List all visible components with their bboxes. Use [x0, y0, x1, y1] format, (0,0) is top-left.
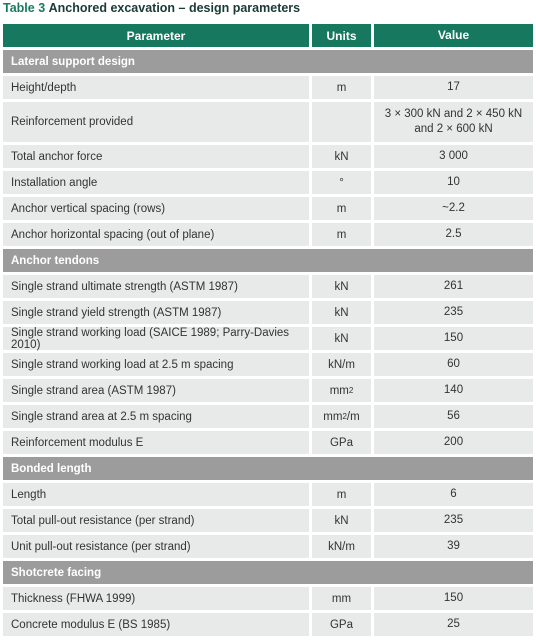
table-row	[3, 145, 533, 168]
table-row	[3, 171, 533, 194]
parameter-cell: Height/depth	[3, 76, 309, 99]
unit-cell	[312, 509, 371, 532]
unit-suffix: /m	[346, 410, 360, 423]
value-cell: 60	[374, 353, 533, 376]
parameter-cell: Unit pull-out resistance (per strand)	[3, 535, 309, 558]
parameter-cell: Thickness (FHWA 1999)	[3, 587, 309, 610]
unit-cell	[312, 197, 371, 220]
unit-cell	[312, 145, 371, 168]
table-caption-text: Anchored excavation – design parameters	[48, 1, 301, 15]
table-row	[3, 223, 533, 246]
section-title: Shotcrete facing	[11, 566, 102, 579]
unit-text: m	[336, 228, 347, 241]
value-cell: 235	[374, 509, 533, 532]
value-cell: 25	[374, 613, 533, 636]
table-row	[3, 102, 533, 142]
parameter-cell: Total anchor force	[3, 145, 309, 168]
parameter-cell: Single strand working load at 2.5 m spacing	[3, 353, 309, 376]
table-row	[3, 353, 533, 376]
unit-text: kN	[334, 514, 349, 527]
unit-cell	[312, 535, 371, 558]
unit-cell	[312, 327, 371, 350]
parameter-cell: Length	[3, 483, 309, 506]
unit-text: mm	[329, 384, 349, 397]
value-cell: 10	[374, 171, 533, 194]
value-cell: 261	[374, 275, 533, 298]
unit-text: kN	[334, 150, 349, 163]
unit-text: m	[336, 81, 347, 94]
section-row	[3, 561, 533, 584]
parameter-cell: Single strand yield strength (ASTM 1987)	[3, 301, 309, 324]
table-row	[3, 587, 533, 610]
table-row	[3, 197, 533, 220]
header-units: Units	[312, 24, 371, 47]
unit-text: kN/m	[328, 540, 355, 553]
table-row	[3, 509, 533, 532]
value-cell: 235	[374, 301, 533, 324]
table-row	[3, 431, 533, 454]
table-row	[3, 379, 533, 402]
value-cell: 150	[374, 327, 533, 350]
value-cell: 39	[374, 535, 533, 558]
header-value: Value	[374, 24, 533, 47]
unit-text: kN/m	[328, 358, 355, 371]
value-line: 3 × 300 kN and 2 × 450 kN	[384, 108, 523, 120]
header-parameter: Parameter	[3, 24, 309, 47]
unit-text: GPa	[329, 618, 353, 631]
unit-text: m	[336, 202, 347, 215]
unit-cell	[312, 223, 371, 246]
value-cell: 200	[374, 431, 533, 454]
unit-cell	[312, 76, 371, 99]
parameter-cell: Installation angle	[3, 171, 309, 194]
value-cell: ~2.2	[374, 197, 533, 220]
parameter-cell: Single strand ultimate strength (ASTM 1987)	[3, 275, 309, 298]
table-row	[3, 535, 533, 558]
value-cell	[374, 102, 533, 142]
unit-text: °	[339, 176, 344, 189]
table-row	[3, 405, 533, 428]
value-cell: 2.5	[374, 223, 533, 246]
section-title: Lateral support design	[11, 55, 135, 68]
unit-text: kN	[334, 332, 349, 345]
section-row	[3, 50, 533, 73]
value-line: and 2 × 600 kN	[414, 123, 493, 135]
unit-text: kN	[334, 280, 349, 293]
parameter-cell: Reinforcement modulus E	[3, 431, 309, 454]
table-header-row	[3, 24, 533, 47]
value-cell: 6	[374, 483, 533, 506]
section-title: Bonded length	[11, 462, 92, 475]
unit-text: kN	[334, 306, 349, 319]
value-lines	[385, 107, 522, 137]
table-row	[3, 275, 533, 298]
table-row	[3, 76, 533, 99]
unit-cell	[312, 431, 371, 454]
section-row	[3, 249, 533, 272]
unit-cell	[312, 171, 371, 194]
parameter-cell: Anchor horizontal spacing (out of plane)	[3, 223, 309, 246]
parameter-cell: Reinforcement provided	[3, 102, 309, 142]
unit-cell	[312, 102, 371, 142]
unit-cell	[312, 275, 371, 298]
section-title: Anchor tendons	[11, 254, 100, 267]
parameter-cell: Concrete modulus E (BS 1985)	[3, 613, 309, 636]
parameter-cell: Anchor vertical spacing (rows)	[3, 197, 309, 220]
parameter-cell: Single strand working load (SAICE 1989; Parry-Davies 2010)	[3, 327, 309, 350]
unit-cell	[312, 353, 371, 376]
table-caption-label: Table 3	[3, 1, 46, 15]
table-row	[3, 301, 533, 324]
table-row	[3, 613, 533, 636]
parameter-cell: Single strand area at 2.5 m spacing	[3, 405, 309, 428]
unit-text: mm	[331, 592, 352, 605]
unit-cell	[312, 483, 371, 506]
table-caption	[3, 1, 300, 15]
value-cell: 17	[374, 76, 533, 99]
unit-cell	[312, 613, 371, 636]
unit-text: m	[336, 488, 347, 501]
value-cell: 3 000	[374, 145, 533, 168]
value-cell: 56	[374, 405, 533, 428]
unit-cell	[312, 587, 371, 610]
unit-text: GPa	[329, 436, 353, 449]
parameters-table	[3, 24, 533, 636]
table-row	[3, 483, 533, 506]
unit-cell: mm 2	[312, 379, 371, 402]
value-cell: 150	[374, 587, 533, 610]
parameter-cell: Single strand area (ASTM 1987)	[3, 379, 309, 402]
parameter-cell: Total pull-out resistance (per strand)	[3, 509, 309, 532]
unit-text: mm	[323, 410, 343, 423]
unit-cell: mm 2 /m	[312, 405, 371, 428]
table-row	[3, 327, 533, 350]
value-cell: 140	[374, 379, 533, 402]
section-row	[3, 457, 533, 480]
unit-cell	[312, 301, 371, 324]
